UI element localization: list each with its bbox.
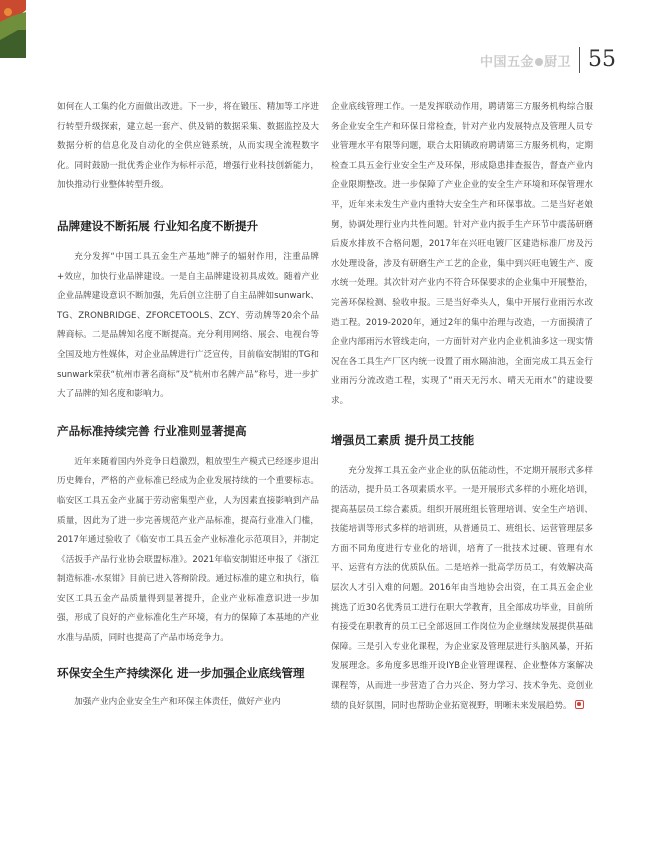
heading-environment: 环保安全生产持续深化 进一步加强企业底线管理 [57, 665, 305, 680]
page-number: 55 [588, 47, 616, 72]
intro-paragraph: 如何在人工集约化方面做出改进。下一步，将在锻压、精加等工序进行转型升级探索，建立起一套产、供及销的数据采集、数据监控及大数据分析的信息化及自动化的全供应链系统，从而实现全流程数字化。同时鼓励一批优秀企业作为标杆示范，增强行业科技创新能力，加快推动行业整体转型升级。 [57, 102, 319, 191]
standard-paragraph: 近年来随着国内外竞争日趋激烈，粗放型生产模式已经逐步退出历史舞台，严格的产业标准已经成为企业发展持续的一个重要标志。临安区工具五金产业属于劳动密集型产业，人为因素直接影响到产品质量，因此为了进一步完善规范产业产品标准，提高行业准入门槛，2017年通过验收了《临安市工具五金产业标准化示范项目》，并制定《活扳手产品行业协会联盟标准》。2021年临安制钳还申报了《浙江制造标准-水泵钳》目前已进入答辩阶段。通过标准的建立和执行，临安区工具五金产品质量得到显著提升，企业产业标准意识进一步加强，形成了良好的产业标准化生产环境，有力的保障了本基地的产业水准与品质，同时也提高了产品市场竞争力。 [57, 456, 319, 644]
right-column [331, 98, 593, 716]
environment-paragraph-continued: 企业底线管理工作。一是发挥联动作用，聘请第三方服务机构综合服务企业安全生产和环保日常检查，针对产业内发展特点及管理人员专业管理水平有限等问题，联合太阳镇政府聘请第三方服务机构，定期检查工具五金行业安全生产及环保，形成隐患排查报告，督查产业内企业限期整改。进一步保障了产业企业的安全生产环境和环保管理水平，近年来未发生产业内重特大安全生产和环保事故。二是当好老娘舅，协调处理行业内共性问题。针对产业内扳手生产环节中震荡研磨后废水排放不合格问题，2017年在兴旺电镀厂区建造标准厂房及污水处理设备，涉及有研磨生产工艺的企业，集中到兴旺电镀生产、废水统一处理。其次针对产业内不符合环保要求的企业集中开展整治，完善环保检测、验收申报。三是当好牵头人，集中开展行业雨污水改造工程。2019-2020年，通过2年的集中治理与改造，一方面摸清了企业内部雨污水管线走向，一方面针对产业内企业机油多这一现实情况在各工具生产厂区内统一设置了雨水隔油池，全面完成工具五金行业雨污分流改造工程，实现了“雨天无污水、晴天无雨水”的建设要求。 [331, 102, 593, 406]
magazine-logo: 中国五金 厨卫 [479, 54, 571, 70]
page-header [480, 46, 616, 74]
heading-standard: 产品标准持续完善 行业准则显著提高 [57, 423, 247, 438]
brand-paragraph: 充分发挥“中国工具五金生产基地”牌子的辐射作用，注重品牌+效应，加快行业品牌建设。一是自主品牌建设初具成效。随着产业企业品牌建设意识不断加强，先后创立注册了自主品牌如sunwark、TG、ZRONBRIDGE、ZFORCETOOLS、ZCY、劳动牌等20余个品牌商标。二是品牌知名度不断提高。充分利用网络、展会、电视台等全国及地方性媒体，对企业品牌进行广泛宣传，目前临安制钳的TG和sunwark荣获“杭州市著名商标”及“杭州市名牌产品”称号，进一步扩大了品牌的知名度和影响力。 [57, 251, 319, 400]
header-divider [579, 47, 580, 73]
heading-brand: 品牌建设不断拓展 行业知名度不断提升 [57, 218, 259, 233]
heading-staff: 增强员工素质 提升员工技能 [331, 432, 475, 447]
corner-photo-fragment [0, 0, 26, 58]
logo-dot-icon [535, 58, 543, 66]
environment-paragraph: 加强产业内企业安全生产和环保主体责任，做好产业内 [74, 696, 281, 707]
left-column [57, 98, 319, 712]
article-end-icon [575, 700, 584, 709]
staff-paragraph: 充分发挥工具五金产业企业的队伍能动性，不定期开展形式多样的活动，提升员工各项素质水平。一是开展形式多样的小班化培训，提高基层员工综合素质。组织开展班组长管理培训、安全生产培训、技能培训等形式多样的培训班，从普通员工、班组长、运营管理层多方面不同角度进行专业化的培训，培育了一批技术过硬、管理有水平、运营有方法的优质队伍。二是培养一批高学历员工，有效解决高层次人才引入难的问题。2016年由当地协会出资，在工具五金企业挑选了近30名优秀员工进行在职大学教育，且全部成功毕业，目前所有接受在职教育的员工已全部返回工作岗位为企业继续发展提供基础保障。三是引入专业化课程，为企业家及管理层进行头脑风暴，开拓发展理念。多角度多思维开设IYB企业管理课程、企业整体方案解决课程等，从而进一步营造了合力兴企、努力学习、技术争先、竞创业绩的良好氛围，同时也帮助企业拓宽视野，明晰未来发展趋势。 [331, 465, 593, 711]
